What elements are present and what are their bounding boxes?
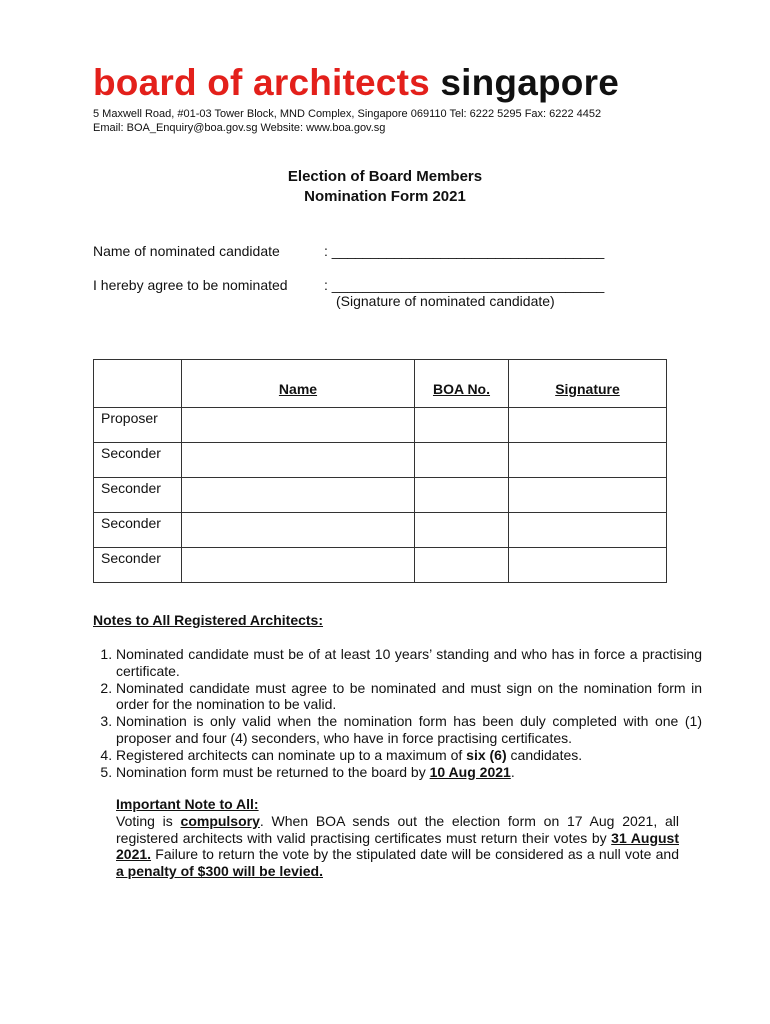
name-label: Name of nominated candidate [93,243,280,259]
note-item: 2. Nominated candidate must agree to be nominated and must sign on the nomination form in order for the nomination to be valid. [116,680,702,714]
boa-no-cell[interactable] [415,548,509,583]
important-text: . When BOA sends out the election form on 17 Aug 2021, all registered architects with valid practising certificates must return their votes by [116,812,679,846]
form-title: Election of Board Members [287,168,483,185]
table-row [94,478,667,513]
signature-cell[interactable] [509,513,667,548]
signature-cell[interactable] [509,443,667,478]
boa-no-cell[interactable] [415,513,509,548]
name-field[interactable]: : ___________________________________ [324,243,605,259]
note-deadline: 10 Aug 2021 [429,763,511,780]
signature-cell[interactable] [509,548,667,583]
row-role: Seconder [94,513,182,548]
name-cell[interactable] [182,408,415,443]
note-text: Nomination form must be returned to the board by [116,763,430,780]
important-note [116,796,679,880]
signature-cell[interactable] [509,478,667,513]
note-emphasis: six (6) [466,746,507,763]
signature-field[interactable]: : ___________________________________ [324,277,605,293]
boa-no-cell[interactable] [415,478,509,513]
important-paragraph [116,813,679,880]
address-line: 5 Maxwell Road, #01-03 Tower Block, MND Complex, Singapore 069110 Tel: 6222 5295 Fax: 6222 4452 [93,108,602,120]
name-cell[interactable] [182,478,415,513]
table-header-row [94,360,667,408]
agree-label: I hereby agree to be nominated [93,277,288,293]
boa-no-cell[interactable] [415,408,509,443]
table-row [94,408,667,443]
form-subtitle: Nomination Form 2021 [304,188,466,205]
note-item [116,747,702,764]
notes-heading: Notes to All Registered Architects: [93,612,324,628]
important-heading: Important Note to All: [116,796,259,812]
row-role: Seconder [94,478,182,513]
signature-cell[interactable] [509,408,667,443]
table-row [94,513,667,548]
signature-caption: (Signature of nominated candidate) [336,293,555,309]
important-penalty: a penalty of $300 will be levied. [116,863,323,880]
note-item: 1. Nominated candidate must be of at least 10 years’ standing and who has in force a practising certificate. [116,646,702,680]
nomination-table [93,359,667,583]
table-row [94,443,667,478]
important-text: Voting is [116,812,181,829]
boa-no-cell[interactable] [415,443,509,478]
note-item [116,764,702,781]
important-emphasis: compulsory [180,812,260,829]
note-text: Registered architects can nominate up to a maximum of [116,746,467,763]
name-cell[interactable] [182,548,415,583]
important-deadline: 31 August 2021. [116,829,679,863]
note-item: 3. Nomination is only valid when the nomination form has been duly completed with one (1) proposer and four (4) seconders, who have in force practising certificates. [116,713,702,747]
table-row [94,548,667,583]
name-cell[interactable] [182,513,415,548]
contact-line: Email: BOA_Enquiry@boa.gov.sg Website: www.boa.gov.sg [93,122,386,134]
contact-address [93,107,601,135]
row-role: Seconder [94,443,182,478]
important-text: Failure to return the vote by the stipulated date will be considered as a null vote and [151,846,679,863]
table-header-blank [94,360,182,408]
note-text: candidates. [506,746,583,763]
table-header-boa-no: BOA No. [415,360,509,408]
logo-red-text: board of architects [93,62,430,103]
boa-logo [93,60,619,106]
notes-list [93,646,702,780]
row-role: Proposer [94,408,182,443]
table-header-name: Name [182,360,415,408]
row-role: Seconder [94,548,182,583]
table-header-signature: Signature [509,360,667,408]
note-text: . [510,763,515,780]
name-cell[interactable] [182,443,415,478]
logo-black-text: singapore [440,62,619,103]
